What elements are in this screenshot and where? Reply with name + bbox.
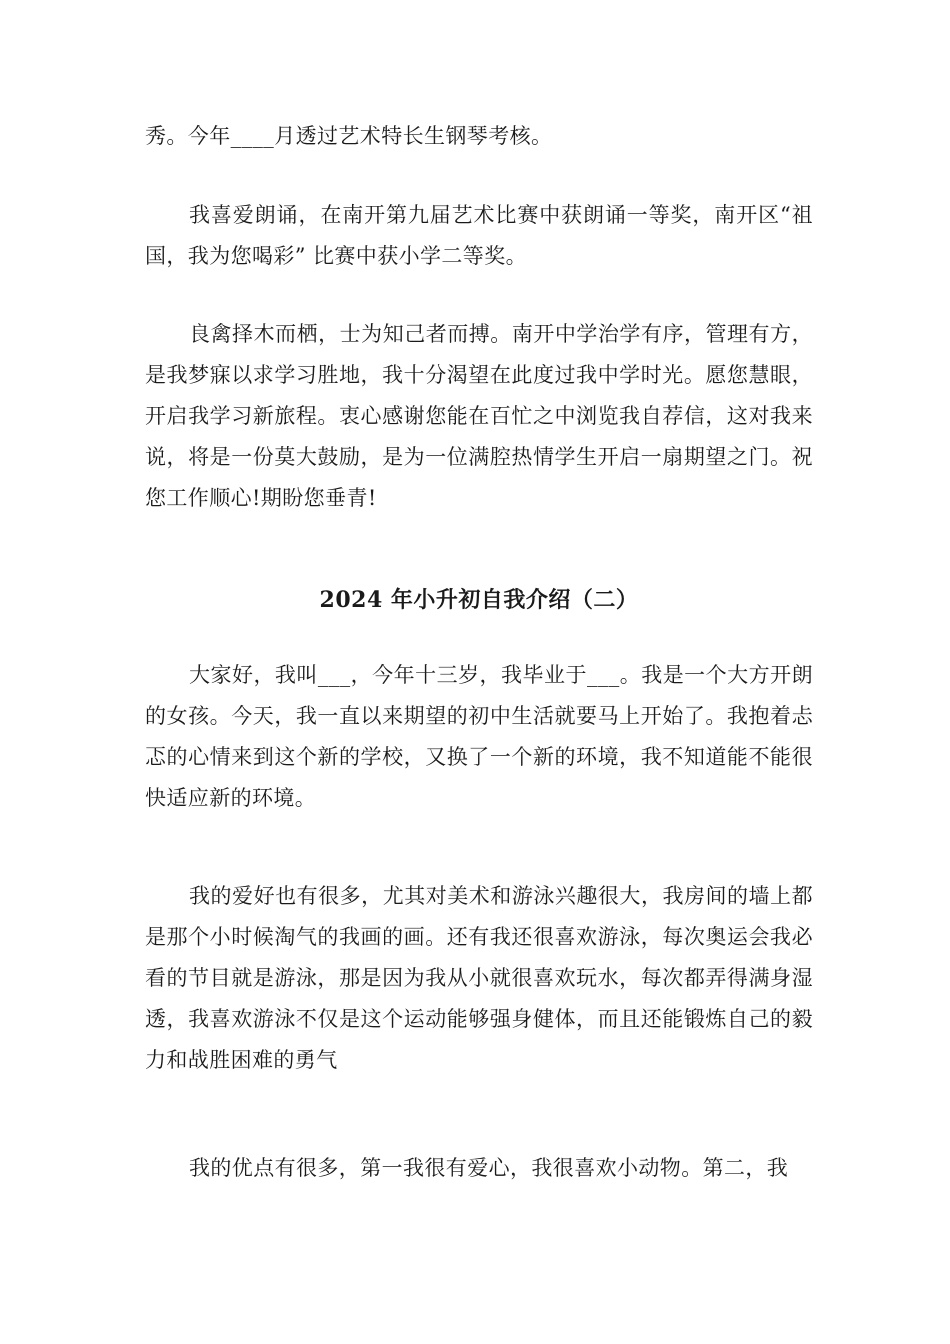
paragraph-intro: 大家好，我叫___，今年十三岁，我毕业于___。我是一个大方开朗的女孩。今天，我一直以来期望的初中生活就要马上开始了。我抱着忐忑的心情来到这个新的学校，又换了一个新的环境，我不知道能不能很快适应新的环境。 xyxy=(145,663,813,810)
paragraph-strengths: 我的优点有很多，第一我很有爱心，我很喜欢小动物。第二，我 xyxy=(189,1156,789,1180)
paragraph-hobbies: 我的爱好也有很多，尤其对美术和游泳兴趣很大，我房间的墙上都是那个小时候淘气的我画的画。还有我还很喜欢游泳，每次奥运会我必看的节目就是游泳，那是因为我从小就很喜欢玩水，每次都弄得满身湿透，我喜欢游泳不仅是这个运动能够强身健体，而且还能锻炼自己的毅力和战胜困难的勇气 xyxy=(145,884,813,1072)
section-title: 2024 年小升初自我介绍（二） xyxy=(319,587,639,613)
paragraph-closing: 良禽择木而栖，士为知己者而搏。南开中学治学有序，管理有方，是我梦寐以求学习胜地，我十分渴望在此度过我中学时光。愿您慧眼，开启我学习新旅程。衷心感谢您能在百忙之中浏览我自荐信，这对我来说，将是一份莫大鼓励，是为一位满腔热情学生开启一扇期望之门。祝您工作顺心!期盼您垂青! xyxy=(145,322,813,510)
paragraph-continued: 秀。今年____月透过艺术特长生钢琴考核。 xyxy=(145,124,553,148)
paragraph-recitation: 我喜爱朗诵，在南开第九届艺术比赛中获朗诵一等奖，南开区“祖国，我为您喝彩” 比赛中获小学二等奖。 xyxy=(145,203,813,268)
